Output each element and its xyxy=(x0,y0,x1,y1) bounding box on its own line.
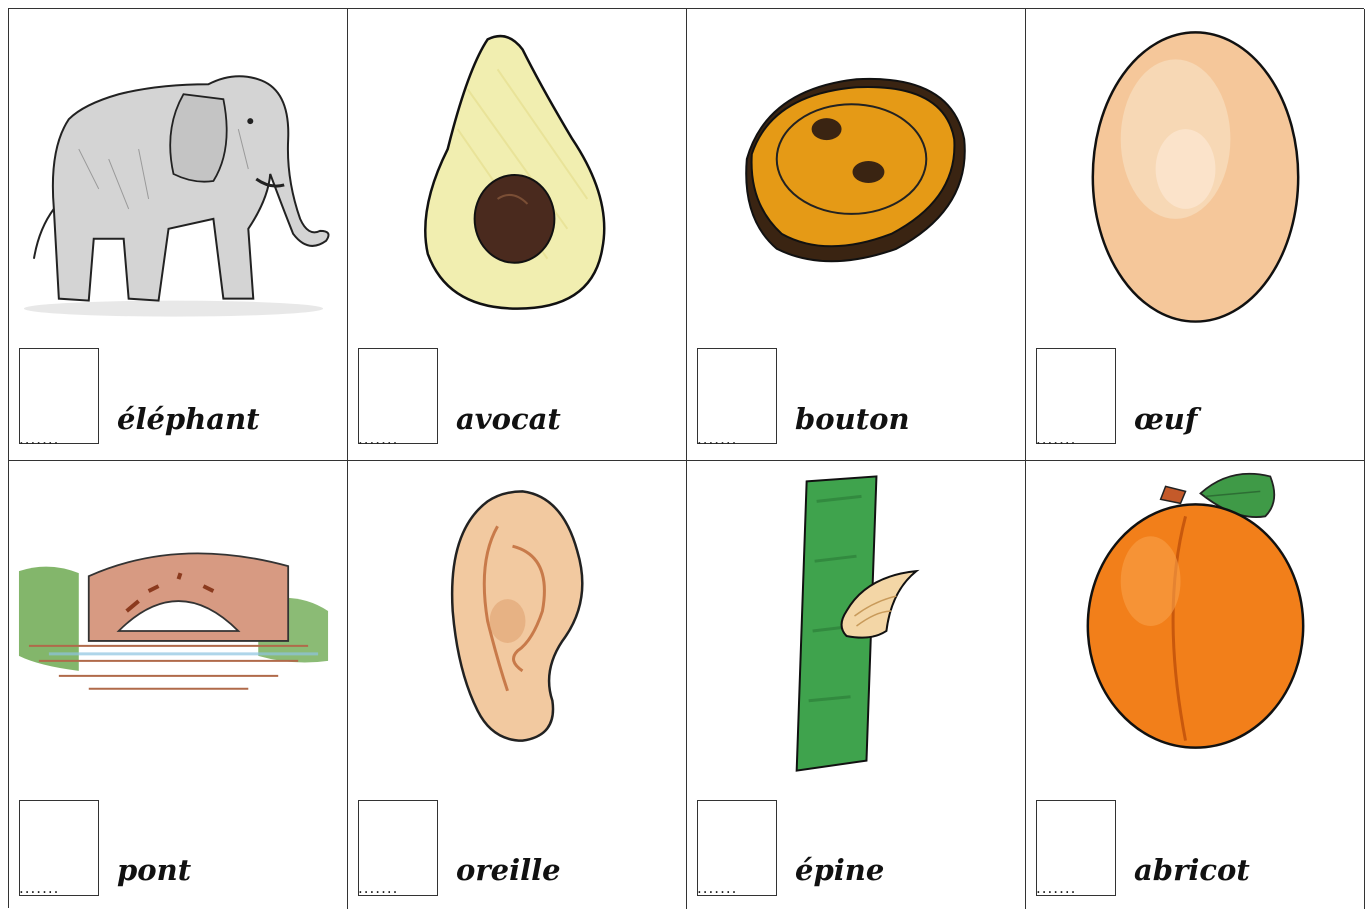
button-icon xyxy=(687,9,1025,339)
card-button xyxy=(687,9,1026,461)
avocado-icon xyxy=(348,9,686,339)
word-label: avocat xyxy=(456,402,561,436)
card-ear xyxy=(348,461,687,909)
word-label: oreille xyxy=(456,853,561,887)
answer-dots: ....... xyxy=(19,430,60,448)
word-label: abricot xyxy=(1134,853,1250,887)
thorn-icon xyxy=(687,461,1025,786)
word-label: épine xyxy=(795,853,885,887)
answer-dots: ....... xyxy=(358,430,399,448)
card-apricot xyxy=(1026,461,1365,909)
word-label: œuf xyxy=(1134,402,1198,436)
worksheet-grid xyxy=(8,8,1364,908)
word-label: pont xyxy=(117,853,192,887)
egg-icon xyxy=(1026,9,1364,339)
bridge-icon xyxy=(9,461,347,786)
answer-dots: ....... xyxy=(1036,879,1077,897)
card-avocado xyxy=(348,9,687,461)
answer-dots: ....... xyxy=(358,879,399,897)
answer-dots: ....... xyxy=(19,879,60,897)
elephant-icon xyxy=(9,9,347,339)
card-elephant xyxy=(9,9,348,461)
answer-dots: ....... xyxy=(697,430,738,448)
word-label: bouton xyxy=(795,402,910,436)
card-thorn xyxy=(687,461,1026,909)
answer-dots: ....... xyxy=(1036,430,1077,448)
ear-icon xyxy=(348,461,686,786)
card-egg xyxy=(1026,9,1365,461)
card-bridge xyxy=(9,461,348,909)
answer-dots: ....... xyxy=(697,879,738,897)
word-label: éléphant xyxy=(117,402,260,436)
apricot-icon xyxy=(1026,461,1364,786)
